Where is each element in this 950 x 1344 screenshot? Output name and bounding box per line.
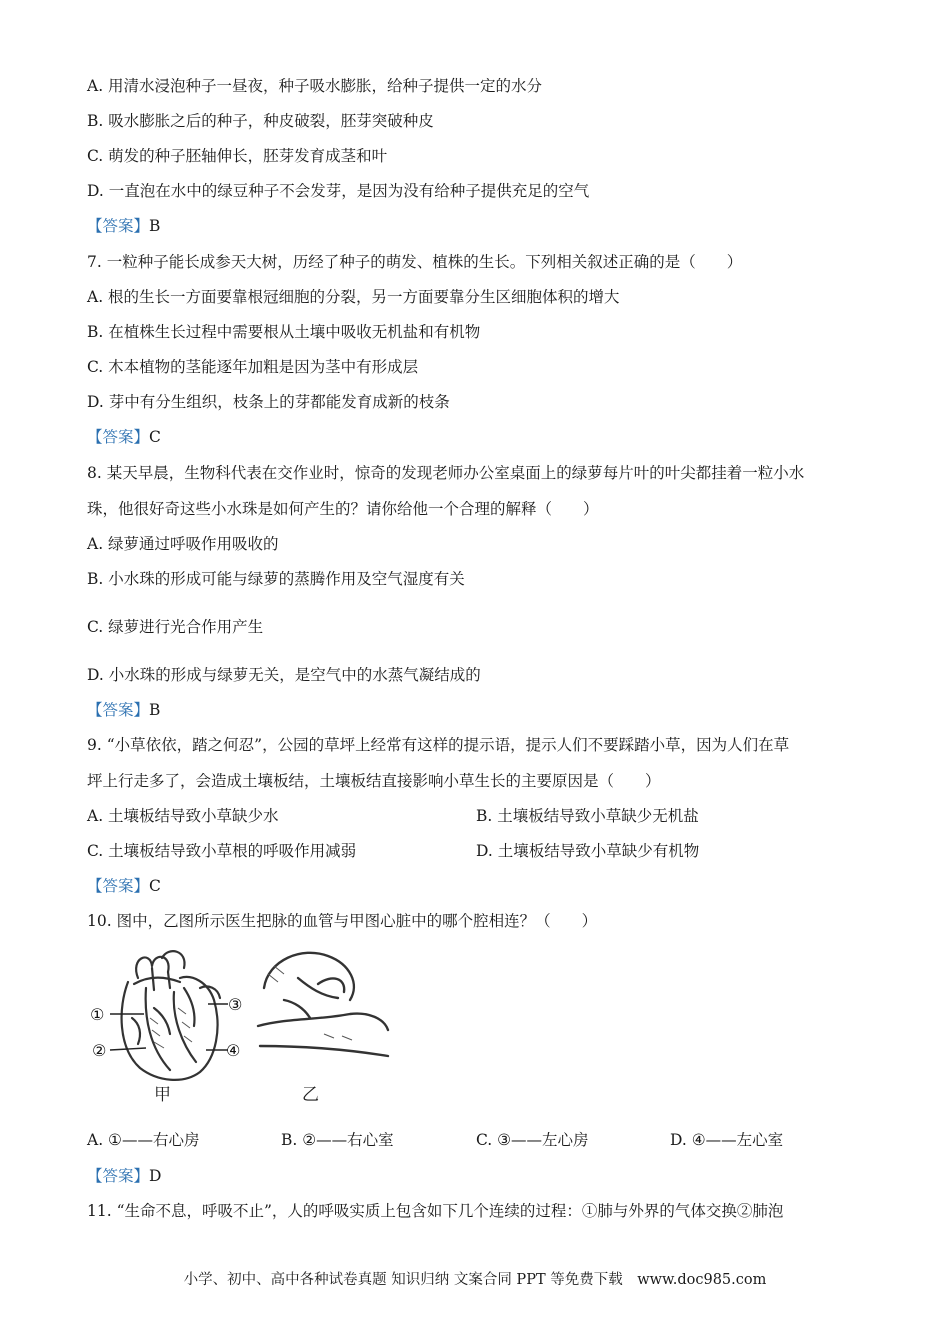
answer-value: D xyxy=(149,1167,162,1185)
caption-jia: 甲 xyxy=(154,1085,171,1105)
answer-tag: 【答案】 xyxy=(87,428,150,446)
label-1: ① xyxy=(90,1005,105,1024)
q9-option-c: C. 土壤板结导致小草根的呼吸作用减弱 xyxy=(87,842,357,860)
answer-value: B xyxy=(149,217,161,235)
q9-stem-line-1: 9. “小草依依，踏之何忍”，公园的草坪上经常有这样的提示语，提示人们不要踩踏小草，因为人们在草 xyxy=(87,736,790,754)
answer-value: C xyxy=(149,428,161,446)
q8-option-d: D. 小水珠的形成与绿萝无关，是空气中的水蒸气凝结成的 xyxy=(87,666,481,684)
label-2: ② xyxy=(92,1041,107,1060)
q7-option-b: B. 在植株生长过程中需要根从土壤中吸收无机盐和有机物 xyxy=(87,323,481,341)
answer-tag: 【答案】 xyxy=(87,877,150,895)
q7-stem: 7. 一粒种子能长成参天大树，历经了种子的萌发、植株的生长。下列相关叙述正确的是（ ） xyxy=(87,253,743,271)
q9-option-b: B. 土壤板结导致小草缺少无机盐 xyxy=(476,807,699,825)
q9-option-d: D. 土壤板结导致小草缺少有机物 xyxy=(476,842,700,860)
q10-stem: 10. 图中，乙图所示医生把脉的血管与甲图心脏中的哪个腔相连？（ ） xyxy=(87,912,598,930)
q10-option-c: C. ③——左心房 xyxy=(476,1131,589,1149)
q6-option-a: A. 用清水浸泡种子一昼夜，种子吸水膨胀，给种子提供一定的水分 xyxy=(87,77,543,95)
heart-and-pulse-illustration xyxy=(88,948,398,1108)
q9-answer xyxy=(87,876,867,896)
q8-option-c: C. 绿萝进行光合作用产生 xyxy=(87,618,264,636)
q10-option-b: B. ②——右心室 xyxy=(281,1131,394,1149)
q10-option-a: A. ①——右心房 xyxy=(87,1131,200,1149)
answer-value: B xyxy=(149,701,161,719)
q7-option-a: A. 根的生长一方面要靠根冠细胞的分裂，另一方面要靠分生区细胞体积的增大 xyxy=(87,288,620,306)
page-footer: 小学、初中、高中各种试卷真题 知识归纳 文案合同 PPT 等免费下载 www.doc985.com xyxy=(183,1272,767,1288)
caption-yi: 乙 xyxy=(302,1085,319,1105)
q7-option-c: C. 木本植物的茎能逐年加粗是因为茎中有形成层 xyxy=(87,358,419,376)
q10-figure xyxy=(88,948,398,1108)
q7-answer xyxy=(87,427,867,447)
label-3: ③ xyxy=(228,995,243,1014)
q8-answer xyxy=(87,700,867,720)
q6-option-c: C. 萌发的种子胚轴伸长，胚芽发育成茎和叶 xyxy=(87,147,388,165)
q6-answer xyxy=(87,216,867,236)
q6-option-b: B. 吸水膨胀之后的种子，种皮破裂，胚芽突破种皮 xyxy=(87,112,434,130)
answer-value: C xyxy=(149,877,161,895)
label-4: ④ xyxy=(226,1041,241,1060)
q11-stem-line-1: 11. “生命不息，呼吸不止”，人的呼吸实质上包含如下几个连续的过程：①肺与外界的气体交换②肺泡 xyxy=(87,1202,784,1220)
q6-option-d: D. 一直泡在水中的绿豆种子不会发芽，是因为没有给种子提供充足的空气 xyxy=(87,182,590,200)
heart-drawing xyxy=(122,951,220,1080)
answer-tag: 【答案】 xyxy=(87,217,150,235)
answer-tag: 【答案】 xyxy=(87,1167,150,1185)
q10-answer xyxy=(87,1166,867,1186)
q8-stem-line-2: 珠，他很好奇这些小水珠是如何产生的？请你给他一个合理的解释（ ） xyxy=(87,500,599,518)
q9-option-a: A. 土壤板结导致小草缺少水 xyxy=(87,807,279,825)
q7-option-d: D. 芽中有分生组织，枝条上的芽都能发育成新的枝条 xyxy=(87,393,450,411)
q9-stem-line-2: 坪上行走多了，会造成土壤板结，土壤板结直接影响小草生长的主要原因是（ ） xyxy=(87,772,661,790)
heart-hatching xyxy=(150,1008,192,1048)
q8-stem-line-1: 8. 某天早晨，生物科代表在交作业时，惊奇的发现老师办公室桌面上的绿萝每片叶的叶尖都挂着一粒小水 xyxy=(87,464,805,482)
q8-option-a: A. 绿萝通过呼吸作用吸收的 xyxy=(87,535,279,553)
answer-tag: 【答案】 xyxy=(87,701,150,719)
q8-option-b: B. 小水珠的形成可能与绿萝的蒸腾作用及空气湿度有关 xyxy=(87,570,465,588)
q10-option-d: D. ④——左心室 xyxy=(670,1131,784,1149)
